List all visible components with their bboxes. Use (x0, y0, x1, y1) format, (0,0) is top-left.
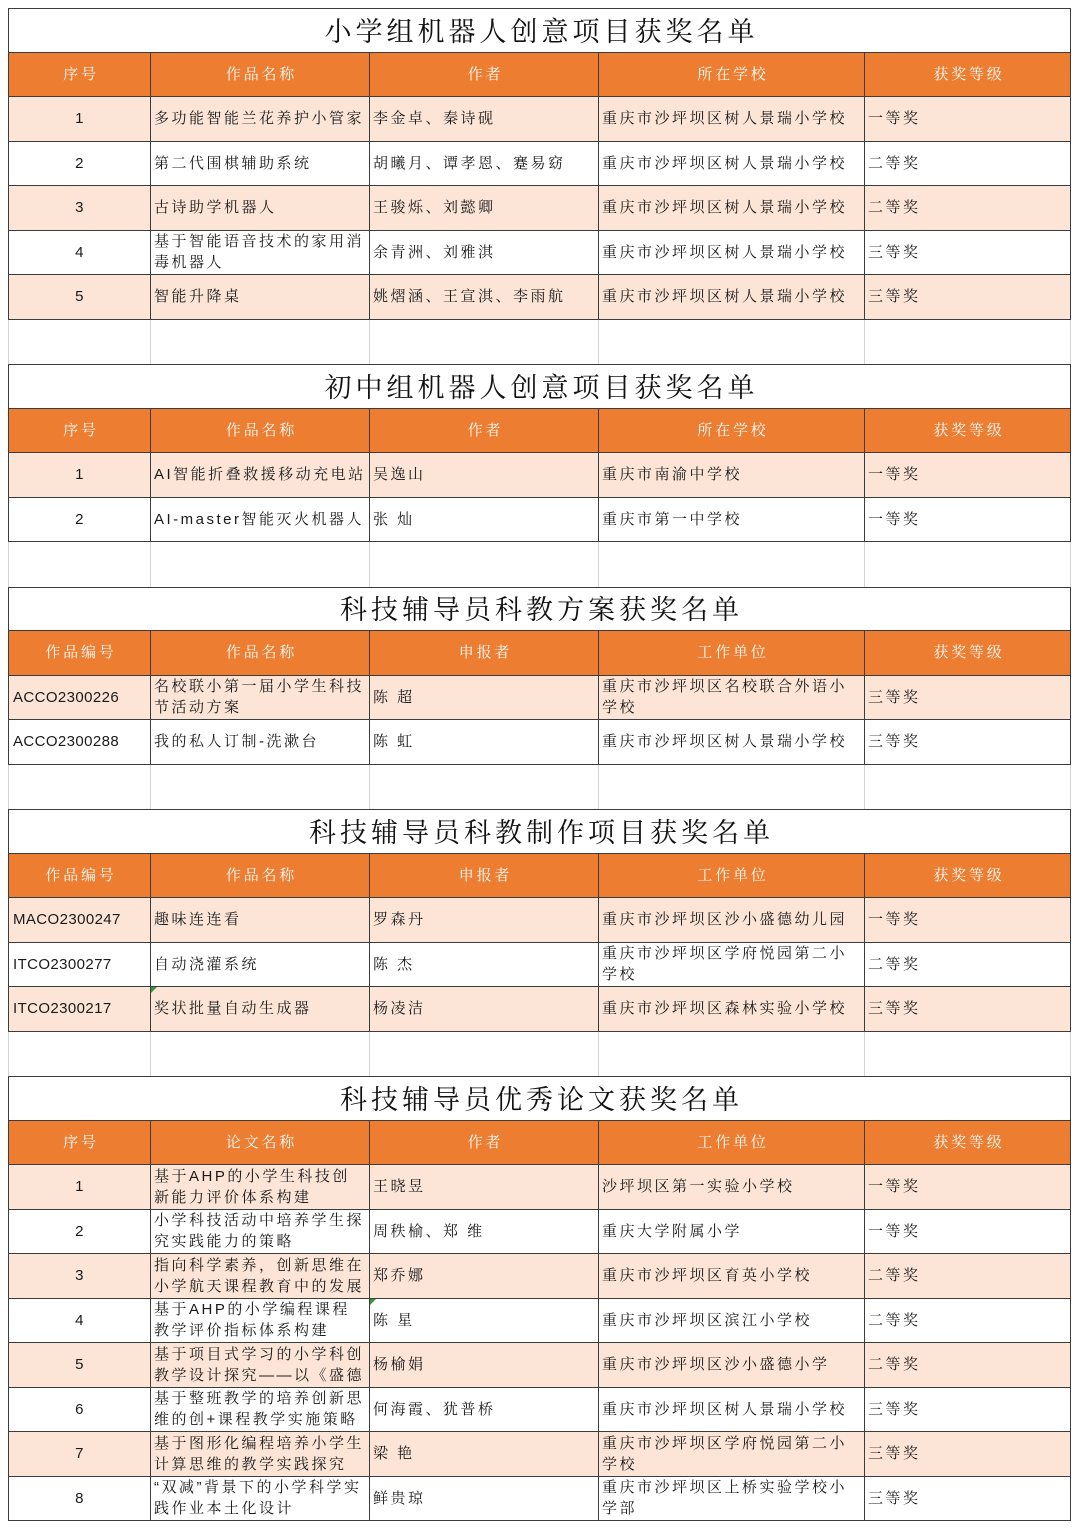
table-row (8, 1165, 1071, 1210)
cell-work-code: ITCO2300277 (8, 943, 151, 988)
tutor-plan-awards-table (8, 587, 1071, 810)
award-sheet (8, 8, 1071, 1521)
table-row (8, 1388, 1071, 1433)
cell-author: 王骏烁、刘懿卿 (370, 186, 599, 231)
empty-cell (599, 320, 865, 365)
empty-cell (599, 1032, 865, 1077)
cell-error-indicator-icon (370, 1299, 376, 1305)
cell-award: 三等奖 (865, 275, 1071, 320)
cell-work-name: 我的私人订制-洗漱台 (151, 720, 370, 765)
cell-school: 重庆市沙坪坝区树人景瑞小学校 (599, 231, 865, 276)
header-work-unit: 工作单位 (599, 631, 865, 676)
spacer-row (8, 1032, 1071, 1077)
header-work-name: 作品名称 (151, 53, 370, 98)
spacer-row (8, 320, 1071, 365)
header-author: 作者 (370, 53, 599, 98)
header-school: 所在学校 (599, 53, 865, 98)
header-author: 作者 (370, 1121, 599, 1166)
header-serial: 序号 (8, 53, 151, 98)
cell-author: 胡曦月、谭孝恩、蹇易窈 (370, 142, 599, 187)
header-work-name: 作品名称 (151, 854, 370, 899)
cell-award: 三等奖 (865, 1432, 1071, 1477)
cell-author: 余青洲、刘雅淇 (370, 231, 599, 276)
cell-work-unit: 重庆市沙坪坝区沙小盛德幼儿园 (599, 898, 865, 943)
cell-award: 一等奖 (865, 1210, 1071, 1255)
cell-work-unit: 重庆市沙坪坝区树人景瑞小学校 (599, 1388, 865, 1433)
cell-serial: 3 (8, 1254, 151, 1299)
table-title: 科技辅导员科教方案获奖名单 (8, 587, 1071, 632)
cell-work-unit: 重庆市沙坪坝区上桥实验学校小学部 (599, 1477, 865, 1522)
cell-work-unit: 重庆市沙坪坝区学府悦园第二小学校 (599, 943, 865, 988)
cell-work-name: 多功能智能兰花养护小管家 (151, 97, 370, 142)
table-row (8, 943, 1071, 988)
cell-serial: 3 (8, 186, 151, 231)
cell-author: 陈 星 (370, 1299, 599, 1344)
cell-paper-title: 指向科学素养，创新思维在小学航天课程教育中的发展 (151, 1254, 370, 1299)
cell-applicant: 杨凌洁 (370, 987, 599, 1032)
table-row (8, 275, 1071, 320)
cell-author: 李金卓、秦诗砚 (370, 97, 599, 142)
cell-award: 一等奖 (865, 898, 1071, 943)
table-title-row (8, 809, 1071, 854)
cell-work-code: MACO2300247 (8, 898, 151, 943)
table-row (8, 142, 1071, 187)
table-row (8, 1432, 1071, 1477)
empty-cell (151, 320, 370, 365)
header-author: 作者 (370, 409, 599, 454)
empty-cell (370, 542, 599, 587)
empty-cell (8, 1032, 151, 1077)
cell-work-name: 古诗助学机器人 (151, 186, 370, 231)
cell-school: 重庆市沙坪坝区树人景瑞小学校 (599, 275, 865, 320)
junior-robot-awards-table (8, 364, 1071, 587)
cell-award: 二等奖 (865, 142, 1071, 187)
table-header-row (8, 1121, 1071, 1166)
table-title-row (8, 364, 1071, 409)
empty-cell (599, 542, 865, 587)
header-applicant: 申报者 (370, 854, 599, 899)
table-title-row (8, 587, 1071, 632)
header-award: 获奖等级 (865, 1121, 1071, 1166)
empty-cell (370, 320, 599, 365)
header-work-code: 作品编号 (8, 854, 151, 899)
header-work-name: 作品名称 (151, 409, 370, 454)
header-school: 所在学校 (599, 409, 865, 454)
header-paper-title: 论文名称 (151, 1121, 370, 1166)
cell-author: 鲜贵琼 (370, 1477, 599, 1522)
cell-serial: 1 (8, 97, 151, 142)
table-row (8, 987, 1071, 1032)
table-row (8, 231, 1071, 276)
primary-robot-awards-table (8, 8, 1071, 364)
cell-paper-title: 小学科技活动中培养学生探究实践能力的策略 (151, 1210, 370, 1255)
cell-serial: 4 (8, 1299, 151, 1344)
header-work-unit: 工作单位 (599, 854, 865, 899)
cell-award: 二等奖 (865, 943, 1071, 988)
spacer-row (8, 542, 1071, 587)
cell-award: 三等奖 (865, 987, 1071, 1032)
empty-cell (865, 1032, 1071, 1077)
cell-applicant: 陈 杰 (370, 943, 599, 988)
table-title: 科技辅导员科教制作项目获奖名单 (8, 809, 1071, 854)
cell-award: 一等奖 (865, 453, 1071, 498)
table-row (8, 1210, 1071, 1255)
cell-work-name: AI-master智能灭火机器人 (151, 498, 370, 543)
header-serial: 序号 (8, 409, 151, 454)
cell-author: 郑乔娜 (370, 1254, 599, 1299)
cell-author: 周秩榆、郑 维 (370, 1210, 599, 1255)
empty-cell (865, 320, 1071, 365)
empty-cell (599, 765, 865, 810)
cell-author: 何海霞、犹普桥 (370, 1388, 599, 1433)
cell-work-unit: 沙坪坝区第一实验小学校 (599, 1165, 865, 1210)
header-award: 获奖等级 (865, 409, 1071, 454)
table-row (8, 1343, 1071, 1388)
cell-serial: 1 (8, 1165, 151, 1210)
table-row (8, 720, 1071, 765)
cell-award: 一等奖 (865, 498, 1071, 543)
cell-paper-title: 基于图形化编程培养小学生计算思维的教学实践探究 (151, 1432, 370, 1477)
cell-error-indicator-icon (151, 987, 157, 993)
header-work-name: 作品名称 (151, 631, 370, 676)
cell-work-unit: 重庆市沙坪坝区树人景瑞小学校 (599, 720, 865, 765)
header-serial: 序号 (8, 1121, 151, 1166)
header-award: 获奖等级 (865, 854, 1071, 899)
empty-cell (865, 542, 1071, 587)
table-header-row (8, 409, 1071, 454)
cell-serial: 8 (8, 1477, 151, 1522)
cell-award: 一等奖 (865, 1165, 1071, 1210)
empty-cell (151, 1032, 370, 1077)
table-row (8, 498, 1071, 543)
table-header-row (8, 53, 1071, 98)
cell-school: 重庆市沙坪坝区树人景瑞小学校 (599, 97, 865, 142)
empty-cell (370, 1032, 599, 1077)
cell-award: 二等奖 (865, 1254, 1071, 1299)
cell-work-name: 自动浇灌系统 (151, 943, 370, 988)
table-row (8, 1299, 1071, 1344)
cell-serial: 5 (8, 1343, 151, 1388)
cell-school: 重庆市沙坪坝区树人景瑞小学校 (599, 186, 865, 231)
cell-serial: 5 (8, 275, 151, 320)
table-title: 小学组机器人创意项目获奖名单 (8, 8, 1071, 53)
table-header-row (8, 854, 1071, 899)
table-row (8, 1477, 1071, 1522)
cell-award: 二等奖 (865, 186, 1071, 231)
cell-paper-title: “双减”背景下的小学科学实践作业本土化设计 (151, 1477, 370, 1522)
table-row (8, 898, 1071, 943)
empty-cell (370, 765, 599, 810)
empty-cell (8, 542, 151, 587)
cell-school: 重庆市南渝中学校 (599, 453, 865, 498)
cell-award: 二等奖 (865, 1343, 1071, 1388)
cell-serial: 2 (8, 142, 151, 187)
spacer-row (8, 765, 1071, 810)
cell-award: 三等奖 (865, 231, 1071, 276)
cell-author: 张 灿 (370, 498, 599, 543)
table-title-row (8, 1076, 1071, 1121)
header-work-code: 作品编号 (8, 631, 151, 676)
cell-author: 梁 艳 (370, 1432, 599, 1477)
header-work-unit: 工作单位 (599, 1121, 865, 1166)
empty-cell (151, 542, 370, 587)
cell-applicant: 罗森丹 (370, 898, 599, 943)
cell-award: 三等奖 (865, 676, 1071, 721)
table-title: 科技辅导员优秀论文获奖名单 (8, 1076, 1071, 1121)
tutor-paper-awards-table (8, 1076, 1071, 1521)
cell-work-name: 智能升降桌 (151, 275, 370, 320)
cell-work-unit: 重庆市沙坪坝区森林实验小学校 (599, 987, 865, 1032)
cell-award: 一等奖 (865, 97, 1071, 142)
cell-applicant: 陈 超 (370, 676, 599, 721)
cell-serial: 2 (8, 1210, 151, 1255)
cell-serial: 2 (8, 498, 151, 543)
cell-work-unit: 重庆大学附属小学 (599, 1210, 865, 1255)
table-row (8, 676, 1071, 721)
header-award: 获奖等级 (865, 631, 1071, 676)
cell-award: 三等奖 (865, 720, 1071, 765)
cell-author: 姚熠涵、王宣淇、李雨航 (370, 275, 599, 320)
empty-cell (151, 765, 370, 810)
tutor-making-awards-table (8, 809, 1071, 1076)
cell-serial: 4 (8, 231, 151, 276)
table-row (8, 1254, 1071, 1299)
cell-paper-title: 基于AHP的小学生科技创新能力评价体系构建 (151, 1165, 370, 1210)
empty-cell (865, 765, 1071, 810)
table-row (8, 186, 1071, 231)
cell-work-unit: 重庆市沙坪坝区名校联合外语小学校 (599, 676, 865, 721)
table-row (8, 97, 1071, 142)
cell-work-code: ITCO2300217 (8, 987, 151, 1032)
cell-work-name: 名校联小第一届小学生科技节活动方案 (151, 676, 370, 721)
cell-award: 三等奖 (865, 1477, 1071, 1522)
cell-serial: 6 (8, 1388, 151, 1433)
cell-serial: 7 (8, 1432, 151, 1477)
cell-serial: 1 (8, 453, 151, 498)
empty-cell (8, 320, 151, 365)
table-header-row (8, 631, 1071, 676)
header-award: 获奖等级 (865, 53, 1071, 98)
cell-work-name: 奖状批量自动生成器 (151, 987, 370, 1032)
cell-work-code: ACCO2300288 (8, 720, 151, 765)
cell-paper-title: 基于整班教学的培养创新思维的创+课程教学实施策略 (151, 1388, 370, 1433)
cell-work-name: AI智能折叠救援移动充电站 (151, 453, 370, 498)
cell-school: 重庆市第一中学校 (599, 498, 865, 543)
cell-author: 杨榆娟 (370, 1343, 599, 1388)
cell-work-unit: 重庆市沙坪坝区学府悦园第二小学校 (599, 1432, 865, 1477)
cell-award: 二等奖 (865, 1299, 1071, 1344)
table-row (8, 453, 1071, 498)
cell-work-name: 基于智能语音技术的家用消毒机器人 (151, 231, 370, 276)
empty-cell (8, 765, 151, 810)
table-title-row (8, 8, 1071, 53)
cell-author: 吴逸山 (370, 453, 599, 498)
cell-paper-title: 基于AHP的小学编程课程教学评价指标体系构建 (151, 1299, 370, 1344)
cell-award: 三等奖 (865, 1388, 1071, 1433)
cell-work-code: ACCO2300226 (8, 676, 151, 721)
cell-author: 王晓昱 (370, 1165, 599, 1210)
cell-work-name: 趣味连连看 (151, 898, 370, 943)
cell-paper-title: 基于项目式学习的小学科创教学设计探究——以《盛德 (151, 1343, 370, 1388)
cell-work-name: 第二代围棋辅助系统 (151, 142, 370, 187)
header-applicant: 申报者 (370, 631, 599, 676)
cell-applicant: 陈 虹 (370, 720, 599, 765)
cell-work-unit: 重庆市沙坪坝区滨江小学校 (599, 1299, 865, 1344)
cell-work-unit: 重庆市沙坪坝区育英小学校 (599, 1254, 865, 1299)
cell-work-unit: 重庆市沙坪坝区沙小盛德小学 (599, 1343, 865, 1388)
table-title: 初中组机器人创意项目获奖名单 (8, 364, 1071, 409)
cell-school: 重庆市沙坪坝区树人景瑞小学校 (599, 142, 865, 187)
